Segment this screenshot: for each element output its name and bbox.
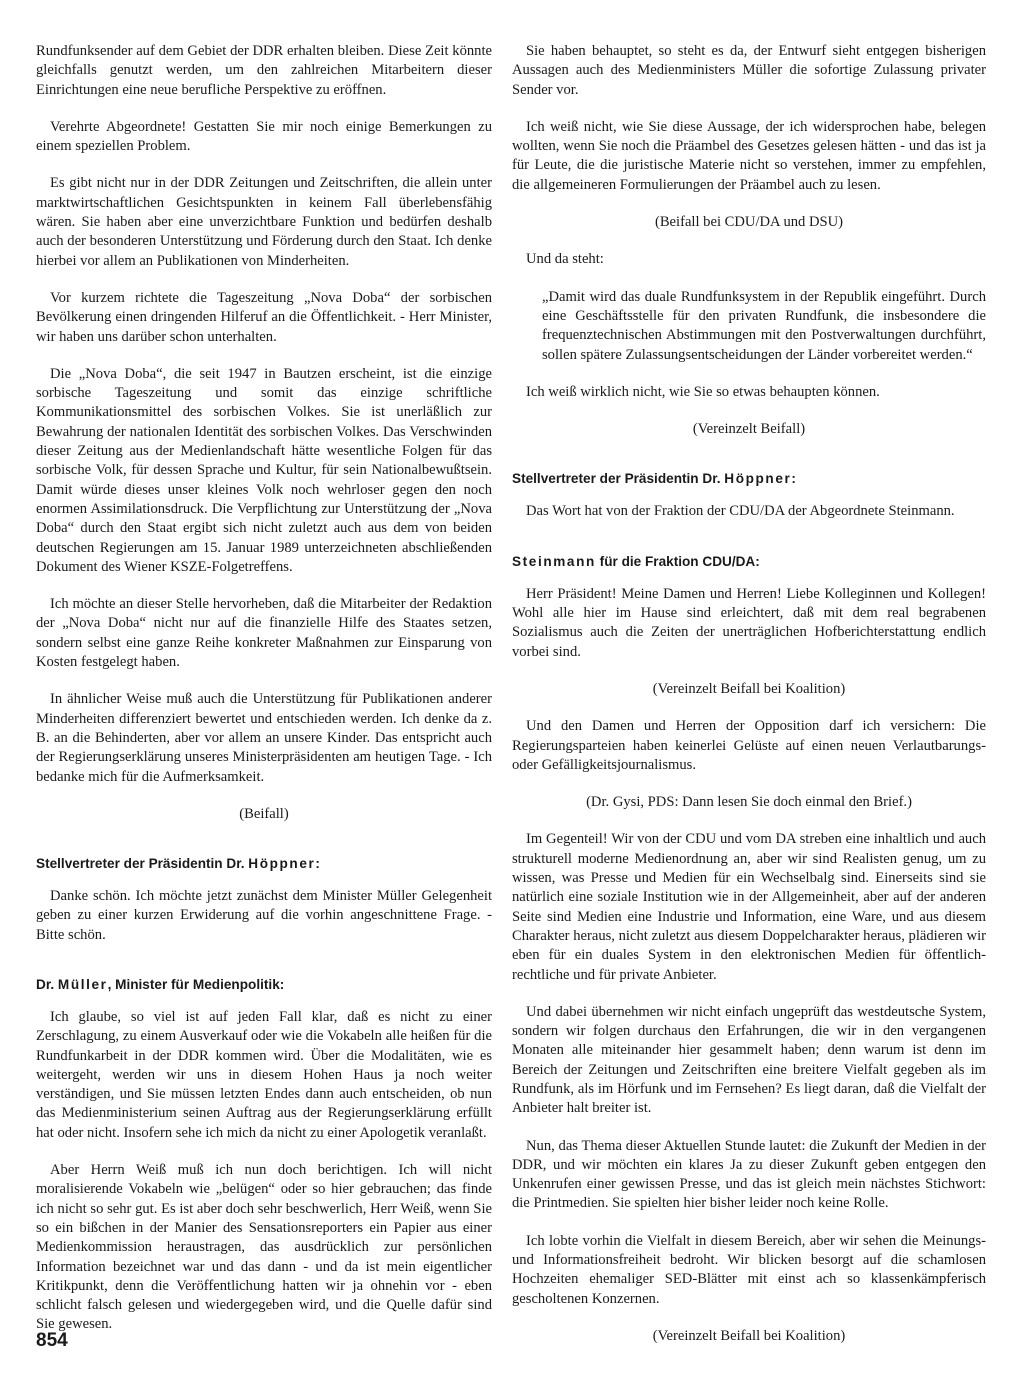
paragraph: Und dabei übernehmen wir nicht einfach ungeprüft das westdeutsche System, sondern wir folgen durchaus den Erfahrungen, die wir in den vergangenen Monaten alle miteinander hier gesammelt haben; denn warum ist denn im Bereich der Zeitungen und Zeitschriften eine breitere Vielfalt gegeben als im Rundfunk, als im Hörfunk und im Fernsehen? Es liegt daran, daß die Vielfalt der Anbieter halt breiter ist. [512, 1003, 986, 1117]
speaker-heading [512, 552, 986, 571]
speaker-role: Stellvertreter der Präsidentin Dr. [512, 471, 725, 487]
paragraph: Aber Herrn Weiß muß ich nun doch berichtigen. Ich will nicht moralisierende Vokabeln wie „belügen“ oder so hier gebrauchen; das finde ich nicht so sehr gut. Es ist aber doch sehr beschwerlich, Herr Weiß, wenn Sie so ein bißchen in der Manier des Sensationsreporters ein Papier aus einer Medienkommission heraustragen, das ausdrücklich zur persönlichen Information bezeichnet war und das dann - und da ist mein eigentlicher Kritikpunkt, denn die Veröffentlichung hatten wir ja ohnehin vor - eben schlicht falsch gelesen und wiedergegeben wird, und die Quelle dafür sind Sie gewesen. [36, 1162, 492, 1333]
page-number: 854 [36, 1330, 68, 1351]
speaker-role: für die Fraktion CDU/DA: [595, 553, 760, 569]
speaker-name: Höppner [724, 471, 792, 487]
speaker-colon: : [315, 856, 320, 872]
applause-note: (Vereinzelt Beifall bei Koalition) [652, 1327, 846, 1344]
right-column [512, 42, 986, 1364]
speaker-heading [512, 469, 986, 488]
speaker-role: , Minister für Medienpolitik: [107, 976, 285, 992]
paragraph: Das Wort hat von der Fraktion der CDU/DA der Abgeordnete Steinmann. [526, 503, 955, 520]
speaker-heading [36, 975, 492, 994]
paragraph: Nun, das Thema dieser Aktuellen Stunde lautet: die Zukunft der Medien in der DDR, und wir möchten ein klares Ja zu dieser Zukunft geben entgegen den Unkenrufen einer gewissen Presse, und das ist gleich mein nächstes Stichwort: die Printmedien. Sie spielten hier bisher leider noch keine Rolle. [512, 1137, 986, 1212]
applause-note: (Vereinzelt Beifall) [692, 421, 806, 438]
paragraph: Verehrte Abgeordnete! Gestatten Sie mir noch einige Bemerkungen zu einem speziellen Problem. [36, 118, 492, 155]
speaker-name: Müller [57, 976, 108, 992]
speaker-colon: : [791, 471, 796, 487]
applause-note: (Beifall) [239, 805, 289, 822]
applause-note: (Beifall bei CDU/DA und DSU) [654, 214, 844, 231]
applause-note: (Vereinzelt Beifall bei Koalition) [652, 680, 846, 697]
paragraph: Rundfunksender auf dem Gebiet der DDR erhalten bleiben. Diese Zeit könnte gleichfalls genutzt werden, um den zahlreichen Mitarbeitern dieser Einrichtungen eine neue berufliche Perspektive zu eröffnen. [36, 43, 492, 98]
paragraph: Ich möchte an dieser Stelle hervorheben, daß die Mitarbeiter der Redaktion der „Nova Doba“ nicht nur auf die finanzielle Hilfe des Staates setzen, sondern selbst eine ganze Reihe konkreter Maßnahmen zur Einsparung von Kosten festgelegt haben. [36, 596, 492, 671]
speaker-role: Stellvertreter der Präsidentin Dr. [36, 856, 249, 872]
speaker-name: Steinmann [512, 553, 596, 569]
paragraph: Ich lobte vorhin die Vielfalt in diesem Bereich, aber wir sehen die Meinungs- und Informationsfreiheit bedroht. Wir blicken besorgt auf die schamlosen Hochzeiten ehemaliger SED-Blätter mit einst ach so klassenkämpferisch gescholtenen Konzernen. [512, 1232, 986, 1307]
speaker-heading [36, 854, 492, 873]
paragraph: Vor kurzem richtete die Tageszeitung „Nova Doba“ der sorbischen Bevölkerung einen dringenden Hilferuf an die Öffentlichkeit. - Herr Minister, wir haben uns darüber schon unterhalten. [36, 289, 492, 345]
speaker-name: Höppner [248, 856, 316, 872]
left-column [36, 42, 492, 1353]
paragraph: Ich weiß wirklich nicht, wie Sie so etwas behaupten können. [526, 383, 880, 400]
paragraph: Ich glaube, so viel ist auf jeden Fall klar, daß es nicht zu einer Zerschlagung, zu einem Ausverkauf oder wie die Vokabeln alle heißen für die Rundfunkarbeit in der DDR kommen wird. Über die Modalitäten, wie es weitergeht, werden wir uns in diesem Hohen Haus ja noch weiter verständigen, und Sie müssen letzten Endes dann auch entscheiden, ob nun das Medienministerium seinen Auftrag aus der Regierungserklärung erfüllt hat oder nicht. Insofern sehe ich mich da nicht zu einer Apologetik veranlaßt. [36, 1008, 492, 1141]
paragraph: Die „Nova Doba“, die seit 1947 in Bautzen erscheint, ist die einzige sorbische Tageszeitung und somit das einzige schriftliche Kommunikationsmittel des sorbischen Volkes. Sie ist unerläßlich zur Bewahrung der nationalen Identität des sorbischen Volkes. Das Verschwinden dieser Zeitung aus der Medienlandschaft hätte wesentliche Folgen für das sorbische Volk, für dessen Sprache und Kultur, für sein Nationalbewußtsein. Damit würde dieses unser kleines Volk noch wehrloser gegen den noch enormen Assimilationsdruck. Die Verpflichtung zur Unterstützung der „Nova Doba“ durch den Staat ergibt sich nicht zuletzt auch aus dem von beiden deutschen Regierungen am 15. Januar 1989 unterzeichneten abschließenden Dokument des Wiener KSZE-Folgetreffens. [36, 365, 492, 575]
interjection: (Dr. Gysi, PDS: Dann lesen Sie doch einmal den Brief.) [586, 794, 912, 811]
paragraph: Und da steht: [526, 251, 604, 268]
paragraph: Sie haben behauptet, so steht es da, der Entwurf sieht entgegen bisherigen Aussagen auch des Medienministers Müller die sofortige Zulassung privater Sender vor. [512, 43, 986, 98]
paragraph: Herr Präsident! Meine Damen und Herren! Liebe Kolleginnen und Kollegen! Wohl alle hier im Hause sind erleichtert, daß mit dem real begrabenen Sozialismus auch die Zeiten der unerträglichen Hofberichterstattung endlich vorbei sind. [512, 585, 986, 660]
block-quote: „Damit wird das duale Rundfunksystem in der Republik eingeführt. Durch eine Geschäftsstelle für den privaten Rundfunk, die insbesondere die frequenztechnischen Abstimmungen mit den Postverwaltungen durchführt, sollen spätere Zulassungsentscheidungen der Länder vorbereitet werden.“ [542, 288, 986, 363]
paragraph: Ich weiß nicht, wie Sie diese Aussage, der ich widersprochen habe, belegen wollten, wenn Sie noch die Präambel des Gesetzes gelesen hätten - und das ist ja für Leute, die die juristische Materie nicht so verstehen, immer zu empfehlen, die allgemeineren Formulierungen der Präambel auch zu lesen. [512, 118, 986, 193]
paragraph: Im Gegenteil! Wir von der CDU und vom DA streben eine inhaltlich und auch strukturell moderne Medienordnung an, aber wir sind Realisten genug, um zu wissen, was Presse und Medien für ein Wechselbalg sind. Einerseits sind sie natürlich eine soziale Institution wie in der Allgemeinheit, aber auf der anderen Seite sind Medien eine Industrie und Information, eine Ware, und aus diesem Charakter heraus, nicht zuletzt aus diesem Doppelcharakter heraus, plädieren wir eben für ein duales System in den elektronischen Medien für öffentlich-rechtliche und für private Anbieter. [512, 831, 986, 983]
paragraph: Danke schön. Ich möchte jetzt zunächst dem Minister Müller Gelegenheit geben zu einer kurzen Erwiderung auf die vorhin angeschnittene Frage. - Bitte schön. [36, 888, 492, 943]
paragraph: Und den Damen und Herren der Opposition darf ich versichern: Die Regierungsparteien haben keinerlei Gelüste auf einen neuen Verlautbarungs- oder Gefälligkeitsjournalismus. [512, 718, 986, 773]
paragraph: In ähnlicher Weise muß auch die Unterstützung für Publikationen anderer Minderheiten differenziert bewertet und entschieden werden. Ich denke da z. B. an die Behinderten, aber vor allem an unsere Kinder. Das entspricht auch der Regierungserklärung unseres Ministerpräsidenten am heutigen Tage. - Ich bedanke mich für die Aufmerksamkeit. [36, 691, 492, 785]
speaker-title: Dr. [36, 976, 58, 992]
paragraph: Es gibt nicht nur in der DDR Zeitungen und Zeitschriften, die allein unter marktwirtschaftlichen Gesichtspunkten in keinem Fall überlebensfähig wären. Sie haben aber eine unverzichtbare Funktion und bedürfen deshalb auch der besonderen Unterstützung und Förderung durch den Staat. Ich denke hierbei vor allem an Publikationen von Minderheiten. [36, 175, 492, 269]
